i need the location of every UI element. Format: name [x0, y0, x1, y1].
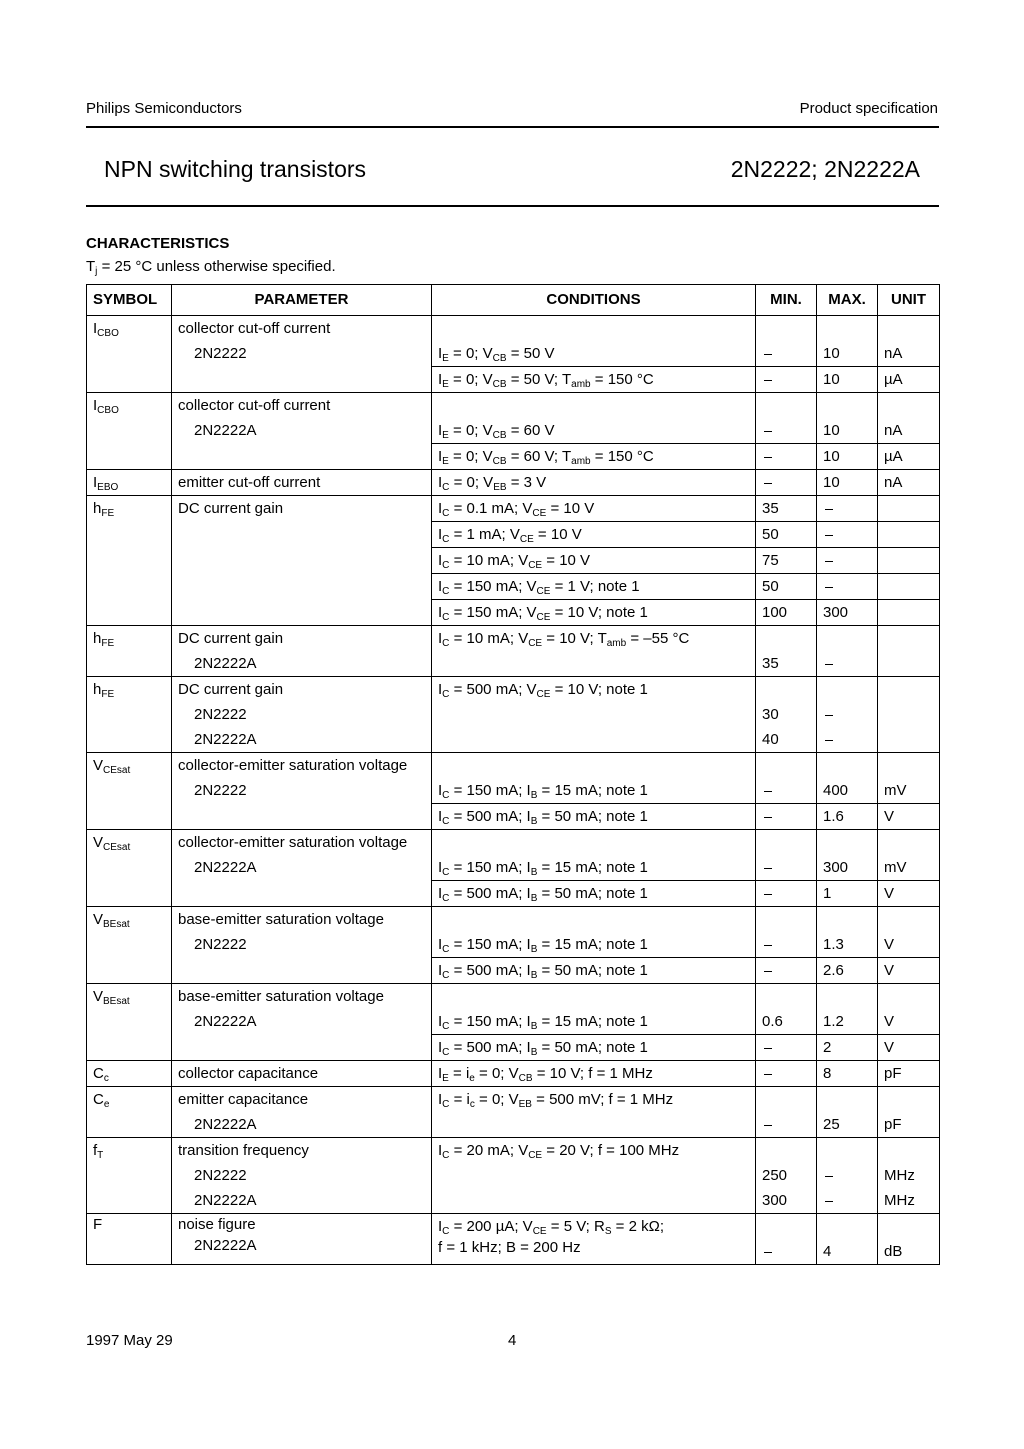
company-name: Philips Semiconductors	[86, 100, 242, 117]
page-number: 4	[508, 1332, 517, 1349]
symbol-cell	[87, 727, 172, 753]
dash-mark	[825, 561, 833, 562]
table-row	[87, 367, 940, 393]
unit-cell: µA	[878, 367, 940, 393]
unit-cell	[878, 574, 940, 600]
max-cell	[817, 574, 878, 600]
symbol-cell: $C_c$	[87, 1061, 172, 1087]
max-cell: 10	[817, 367, 878, 393]
conditions-cell: $I_C = 150$ mA; $I_B = 15$ mA; note 1	[432, 855, 756, 881]
parameter-cell: transition frequency	[172, 1138, 432, 1164]
unit-cell: V	[878, 958, 940, 984]
parameter-cell: collector capacitance	[172, 1061, 432, 1087]
table-row	[87, 1214, 940, 1265]
variant-cell	[172, 804, 432, 830]
max-cell: 8	[817, 1061, 878, 1087]
max-cell: 400	[817, 778, 878, 804]
table-row	[87, 651, 940, 677]
max-cell	[817, 1138, 878, 1164]
variant-cell	[172, 881, 432, 907]
symbol-cell	[87, 341, 172, 367]
unit-cell: dB	[878, 1214, 940, 1265]
table-row	[87, 444, 940, 470]
variant-cell: 2N2222A	[172, 651, 432, 677]
symbol-cell	[87, 600, 172, 626]
unit-cell	[878, 316, 940, 342]
unit-cell: pF	[878, 1112, 940, 1138]
conditions-cell	[432, 830, 756, 856]
table-row	[87, 341, 940, 367]
document-type: Product specification	[799, 100, 938, 117]
symbol-cell: $C_e$	[87, 1087, 172, 1113]
symbol-cell	[87, 881, 172, 907]
dash-mark	[825, 535, 833, 536]
table-row	[87, 1138, 940, 1164]
table-row	[87, 522, 940, 548]
dash-mark	[764, 971, 772, 972]
variant-label: 2N2222A	[194, 1237, 257, 1254]
symbol-cell	[87, 1188, 172, 1214]
unit-cell: mV	[878, 778, 940, 804]
table-row	[87, 1188, 940, 1214]
symbol-cell	[87, 574, 172, 600]
unit-cell: MHz	[878, 1163, 940, 1188]
min-cell	[756, 418, 817, 444]
min-cell: 50	[756, 522, 817, 548]
max-cell: 10	[817, 470, 878, 496]
symbol-cell: $h_{FE}$	[87, 626, 172, 652]
max-cell: 300	[817, 600, 878, 626]
unit-cell	[878, 1087, 940, 1113]
conditions-cell: $I_C = 150$ mA; $I_B = 15$ mA; note 1	[432, 778, 756, 804]
symbol-cell: $V_{CEsat}$	[87, 830, 172, 856]
conditions-cell: $I_C = 200$ µA; $V_{CE} = 5$ V; $R_S = 2$ kΩ; f = 1 kHz; B = 200 Hz	[432, 1214, 756, 1265]
max-cell	[817, 907, 878, 933]
symbol-cell	[87, 444, 172, 470]
unit-cell: V	[878, 1009, 940, 1035]
max-cell	[817, 548, 878, 574]
max-cell	[817, 522, 878, 548]
conditions-cell	[432, 727, 756, 753]
unit-cell	[878, 907, 940, 933]
conditions-cell: $I_C = 500$ mA; $I_B = 50$ mA; note 1	[432, 881, 756, 907]
table-row	[87, 1061, 940, 1087]
dash-mark	[825, 664, 833, 665]
conditions-cell	[432, 702, 756, 727]
header-rule	[86, 126, 939, 128]
table-row	[87, 958, 940, 984]
header-conditions: CONDITIONS	[432, 285, 756, 316]
max-cell	[817, 1163, 878, 1188]
conditions-cell: $I_E = 0$; $V_{CB} = 50$ V; $T_{amb} = 150$ °C	[432, 367, 756, 393]
table-row	[87, 778, 940, 804]
unit-cell	[878, 1138, 940, 1164]
unit-cell: nA	[878, 418, 940, 444]
max-cell	[817, 1087, 878, 1113]
parameter-cell: collector-emitter saturation voltage	[172, 830, 432, 856]
unit-cell	[878, 830, 940, 856]
max-cell: 10	[817, 444, 878, 470]
dash-mark	[764, 1048, 772, 1049]
max-cell	[817, 496, 878, 522]
header-symbol: SYMBOL	[87, 285, 172, 316]
conditions-cell: $I_C = 500$ mA; $V_{CE} = 10$ V; note 1	[432, 677, 756, 703]
table-row	[87, 1112, 940, 1138]
dash-mark	[764, 894, 772, 895]
symbol-cell	[87, 932, 172, 958]
dash-mark	[825, 587, 833, 588]
conditions-cell: $I_E = 0$; $V_{CB} = 60$ V; $T_{amb} = 150$ °C	[432, 444, 756, 470]
conditions-cell	[432, 1188, 756, 1214]
min-cell	[756, 677, 817, 703]
table-row	[87, 470, 940, 496]
symbol-cell	[87, 855, 172, 881]
min-cell	[756, 444, 817, 470]
symbol-cell: $h_{FE}$	[87, 677, 172, 703]
variant-cell: 2N2222A	[172, 1009, 432, 1035]
variant-cell: 2N2222	[172, 778, 432, 804]
variant-cell: 2N2222	[172, 932, 432, 958]
table-row	[87, 855, 940, 881]
table-row	[87, 496, 940, 522]
variant-cell	[172, 1035, 432, 1061]
conditions-cell: $I_C = 10$ mA; $V_{CE} = 10$ V	[432, 548, 756, 574]
min-cell	[756, 1112, 817, 1138]
min-cell: 30	[756, 702, 817, 727]
table-row	[87, 600, 940, 626]
variant-cell	[172, 958, 432, 984]
variant-cell	[172, 444, 432, 470]
variant-cell	[172, 522, 432, 548]
symbol-cell	[87, 418, 172, 444]
symbol-cell: $I_{CBO}$	[87, 393, 172, 419]
unit-cell	[878, 727, 940, 753]
symbol-cell	[87, 804, 172, 830]
conditions-cell	[432, 984, 756, 1010]
variant-cell: 2N2222A	[172, 855, 432, 881]
table-row	[87, 932, 940, 958]
table-row	[87, 677, 940, 703]
parameter-cell: collector-emitter saturation voltage	[172, 753, 432, 779]
unit-cell	[878, 626, 940, 652]
dash-mark	[764, 354, 772, 355]
variant-cell: 2N2222A	[172, 727, 432, 753]
table-row	[87, 753, 940, 779]
dash-mark	[764, 1074, 772, 1075]
characteristics-table	[86, 284, 940, 1265]
variant-cell	[172, 600, 432, 626]
symbol-cell: $V_{CEsat}$	[87, 753, 172, 779]
unit-cell	[878, 753, 940, 779]
table-row	[87, 1035, 940, 1061]
symbol-cell: $V_{BEsat}$	[87, 984, 172, 1010]
header-min: MIN.	[756, 285, 817, 316]
dash-mark	[764, 483, 772, 484]
max-cell	[817, 316, 878, 342]
dash-mark	[764, 817, 772, 818]
variant-cell: 2N2222	[172, 341, 432, 367]
max-cell: 4	[817, 1214, 878, 1265]
max-cell	[817, 984, 878, 1010]
conditions-cell: $I_C = 150$ mA; $V_{CE} = 1$ V; note 1	[432, 574, 756, 600]
unit-cell	[878, 651, 940, 677]
dash-mark	[825, 1201, 833, 1202]
footer-date: 1997 May 29	[86, 1332, 173, 1349]
dash-mark	[764, 868, 772, 869]
dash-mark	[764, 791, 772, 792]
table-row	[87, 830, 940, 856]
conditions-cell: $I_C = 150$ mA; $V_{CE} = 10$ V; note 1	[432, 600, 756, 626]
min-cell: 0.6	[756, 1009, 817, 1035]
unit-cell	[878, 984, 940, 1010]
min-cell	[756, 881, 817, 907]
symbol-cell	[87, 1035, 172, 1061]
min-cell	[756, 1061, 817, 1087]
min-cell	[756, 958, 817, 984]
conditions-cell	[432, 753, 756, 779]
min-cell: 40	[756, 727, 817, 753]
min-cell	[756, 1035, 817, 1061]
conditions-cell: $I_E = 0$; $V_{CB} = 50$ V	[432, 341, 756, 367]
conditions-cell: $I_C = i_c = 0$; $V_{EB} = 500$ mV; f = 1 MHz	[432, 1087, 756, 1113]
dash-mark	[764, 431, 772, 432]
max-cell: 1.2	[817, 1009, 878, 1035]
conditions-cell: $I_E = i_e = 0$; $V_{CB} = 10$ V; f = 1 MHz	[432, 1061, 756, 1087]
header-unit: UNIT	[878, 285, 940, 316]
unit-cell: MHz	[878, 1188, 940, 1214]
unit-cell: pF	[878, 1061, 940, 1087]
table-row	[87, 626, 940, 652]
conditions-cell: $I_C = 150$ mA; $I_B = 15$ mA; note 1	[432, 932, 756, 958]
min-cell	[756, 1214, 817, 1265]
dash-mark	[825, 715, 833, 716]
table-row	[87, 804, 940, 830]
unit-cell: V	[878, 881, 940, 907]
parameter-cell: DC current gain	[172, 677, 432, 703]
min-cell: 35	[756, 651, 817, 677]
symbol-cell	[87, 702, 172, 727]
min-cell: 35	[756, 496, 817, 522]
min-cell	[756, 753, 817, 779]
header-max: MAX.	[817, 285, 878, 316]
variant-cell	[172, 548, 432, 574]
symbol-cell: $I_{EBO}$	[87, 470, 172, 496]
table-header-row	[87, 285, 940, 316]
max-cell: 10	[817, 341, 878, 367]
min-cell	[756, 626, 817, 652]
parameter-cell: DC current gain	[172, 626, 432, 652]
conditions-cell: $I_C = 0$; $V_{EB} = 3$ V	[432, 470, 756, 496]
variant-cell: 2N2222A	[172, 1188, 432, 1214]
section-heading: CHARACTERISTICS	[86, 235, 230, 252]
unit-cell	[878, 393, 940, 419]
variant-cell	[172, 574, 432, 600]
unit-cell: nA	[878, 341, 940, 367]
max-cell: 10	[817, 418, 878, 444]
max-cell	[817, 830, 878, 856]
table-row	[87, 881, 940, 907]
conditions-cell: $I_C = 500$ mA; $I_B = 50$ mA; note 1	[432, 1035, 756, 1061]
conditions-cell	[432, 316, 756, 342]
max-cell	[817, 677, 878, 703]
dash-mark	[825, 509, 833, 510]
conditions-cell: $I_C = 20$ mA; $V_{CE} = 20$ V; f = 100 MHz	[432, 1138, 756, 1164]
min-cell: 50	[756, 574, 817, 600]
variant-cell: 2N2222A	[172, 1112, 432, 1138]
min-cell	[756, 1138, 817, 1164]
variant-cell: 2N2222	[172, 1163, 432, 1188]
dash-mark	[764, 1125, 772, 1126]
table-row	[87, 418, 940, 444]
unit-cell: µA	[878, 444, 940, 470]
conditions-cell	[432, 651, 756, 677]
unit-cell: V	[878, 932, 940, 958]
conditions-cell: $I_C = 1$ mA; $V_{CE} = 10$ V	[432, 522, 756, 548]
min-cell	[756, 907, 817, 933]
max-cell: 300	[817, 855, 878, 881]
symbol-cell	[87, 1009, 172, 1035]
min-cell	[756, 341, 817, 367]
min-cell	[756, 393, 817, 419]
max-cell: 25	[817, 1112, 878, 1138]
conditions-cell: $I_C = 500$ mA; $I_B = 50$ mA; note 1	[432, 804, 756, 830]
symbol-cell	[87, 1112, 172, 1138]
min-cell: 300	[756, 1188, 817, 1214]
unit-cell: V	[878, 1035, 940, 1061]
parameter-cell: collector cut-off current	[172, 316, 432, 342]
symbol-cell	[87, 651, 172, 677]
min-cell	[756, 804, 817, 830]
header-parameter: PARAMETER	[172, 285, 432, 316]
max-cell	[817, 727, 878, 753]
max-cell: 2.6	[817, 958, 878, 984]
min-cell	[756, 316, 817, 342]
max-cell: 2	[817, 1035, 878, 1061]
title-rule	[86, 205, 939, 207]
symbol-cell: $V_{BEsat}$	[87, 907, 172, 933]
symbol-cell	[87, 1163, 172, 1188]
symbol-cell: $h_{FE}$	[87, 496, 172, 522]
symbol-cell	[87, 367, 172, 393]
dash-mark	[764, 1252, 772, 1253]
dash-mark	[825, 1176, 833, 1177]
symbol-cell: F	[87, 1214, 172, 1265]
min-cell	[756, 470, 817, 496]
max-cell	[817, 702, 878, 727]
min-cell	[756, 778, 817, 804]
min-cell: 250	[756, 1163, 817, 1188]
table-row	[87, 907, 940, 933]
parameter-cell: collector cut-off current	[172, 393, 432, 419]
unit-cell	[878, 496, 940, 522]
page-title: NPN switching transistors	[104, 156, 367, 182]
symbol-cell: $f_T$	[87, 1138, 172, 1164]
parameter-cell: emitter cut-off current	[172, 470, 432, 496]
table-row	[87, 316, 940, 342]
symbol-cell	[87, 958, 172, 984]
unit-cell: nA	[878, 470, 940, 496]
min-cell	[756, 932, 817, 958]
unit-cell	[878, 522, 940, 548]
symbol-cell	[87, 548, 172, 574]
variant-cell: 2N2222A	[172, 418, 432, 444]
table-body	[87, 316, 940, 1265]
max-cell	[817, 651, 878, 677]
table-row	[87, 393, 940, 419]
unit-cell: mV	[878, 855, 940, 881]
part-numbers: 2N2222; 2N2222A	[730, 156, 920, 182]
conditions-cell	[432, 393, 756, 419]
dash-mark	[764, 457, 772, 458]
parameter-cell: emitter capacitance	[172, 1087, 432, 1113]
dash-mark	[764, 380, 772, 381]
min-cell	[756, 984, 817, 1010]
conditions-cell: $I_C = 0.1$ mA; $V_{CE} = 10$ V	[432, 496, 756, 522]
table-row	[87, 574, 940, 600]
variant-cell: 2N2222	[172, 702, 432, 727]
min-cell	[756, 367, 817, 393]
conditions-cell	[432, 1163, 756, 1188]
dash-mark	[764, 945, 772, 946]
max-cell	[817, 626, 878, 652]
conditions-cell	[432, 907, 756, 933]
min-cell	[756, 1087, 817, 1113]
table-row	[87, 702, 940, 727]
min-cell	[756, 855, 817, 881]
symbol-cell	[87, 778, 172, 804]
unit-cell: V	[878, 804, 940, 830]
conditions-cell: $I_E = 0$; $V_{CB} = 60$ V	[432, 418, 756, 444]
max-cell: 1	[817, 881, 878, 907]
table-row	[87, 727, 940, 753]
unit-cell	[878, 677, 940, 703]
parameter-cell: noise figure 2N2222A	[172, 1214, 432, 1265]
conditions-cell: $I_C = 500$ mA; $I_B = 50$ mA; note 1	[432, 958, 756, 984]
conditions-cell	[432, 1112, 756, 1138]
dash-mark	[825, 740, 833, 741]
table-row	[87, 984, 940, 1010]
variant-cell	[172, 367, 432, 393]
max-cell: 1.3	[817, 932, 878, 958]
parameter-cell: DC current gain	[172, 496, 432, 522]
conditions-cell: $I_C = 150$ mA; $I_B = 15$ mA; note 1	[432, 1009, 756, 1035]
parameter-cell: base-emitter saturation voltage	[172, 907, 432, 933]
symbol-cell	[87, 522, 172, 548]
max-cell: 1.6	[817, 804, 878, 830]
section-note: $T_j = 25$ °C unless otherwise specified.	[86, 258, 336, 277]
max-cell	[817, 393, 878, 419]
unit-cell	[878, 548, 940, 574]
table-row	[87, 1009, 940, 1035]
min-cell: 100	[756, 600, 817, 626]
max-cell	[817, 753, 878, 779]
unit-cell	[878, 600, 940, 626]
min-cell	[756, 830, 817, 856]
table-row	[87, 1087, 940, 1113]
min-cell: 75	[756, 548, 817, 574]
conditions-cell: $I_C = 10$ mA; $V_{CE} = 10$ V; $T_{amb} = -55$ °C	[432, 626, 756, 652]
table-row	[87, 1163, 940, 1188]
parameter-cell: base-emitter saturation voltage	[172, 984, 432, 1010]
max-cell	[817, 1188, 878, 1214]
symbol-cell: $I_{CBO}$	[87, 316, 172, 342]
table-row	[87, 548, 940, 574]
unit-cell	[878, 702, 940, 727]
